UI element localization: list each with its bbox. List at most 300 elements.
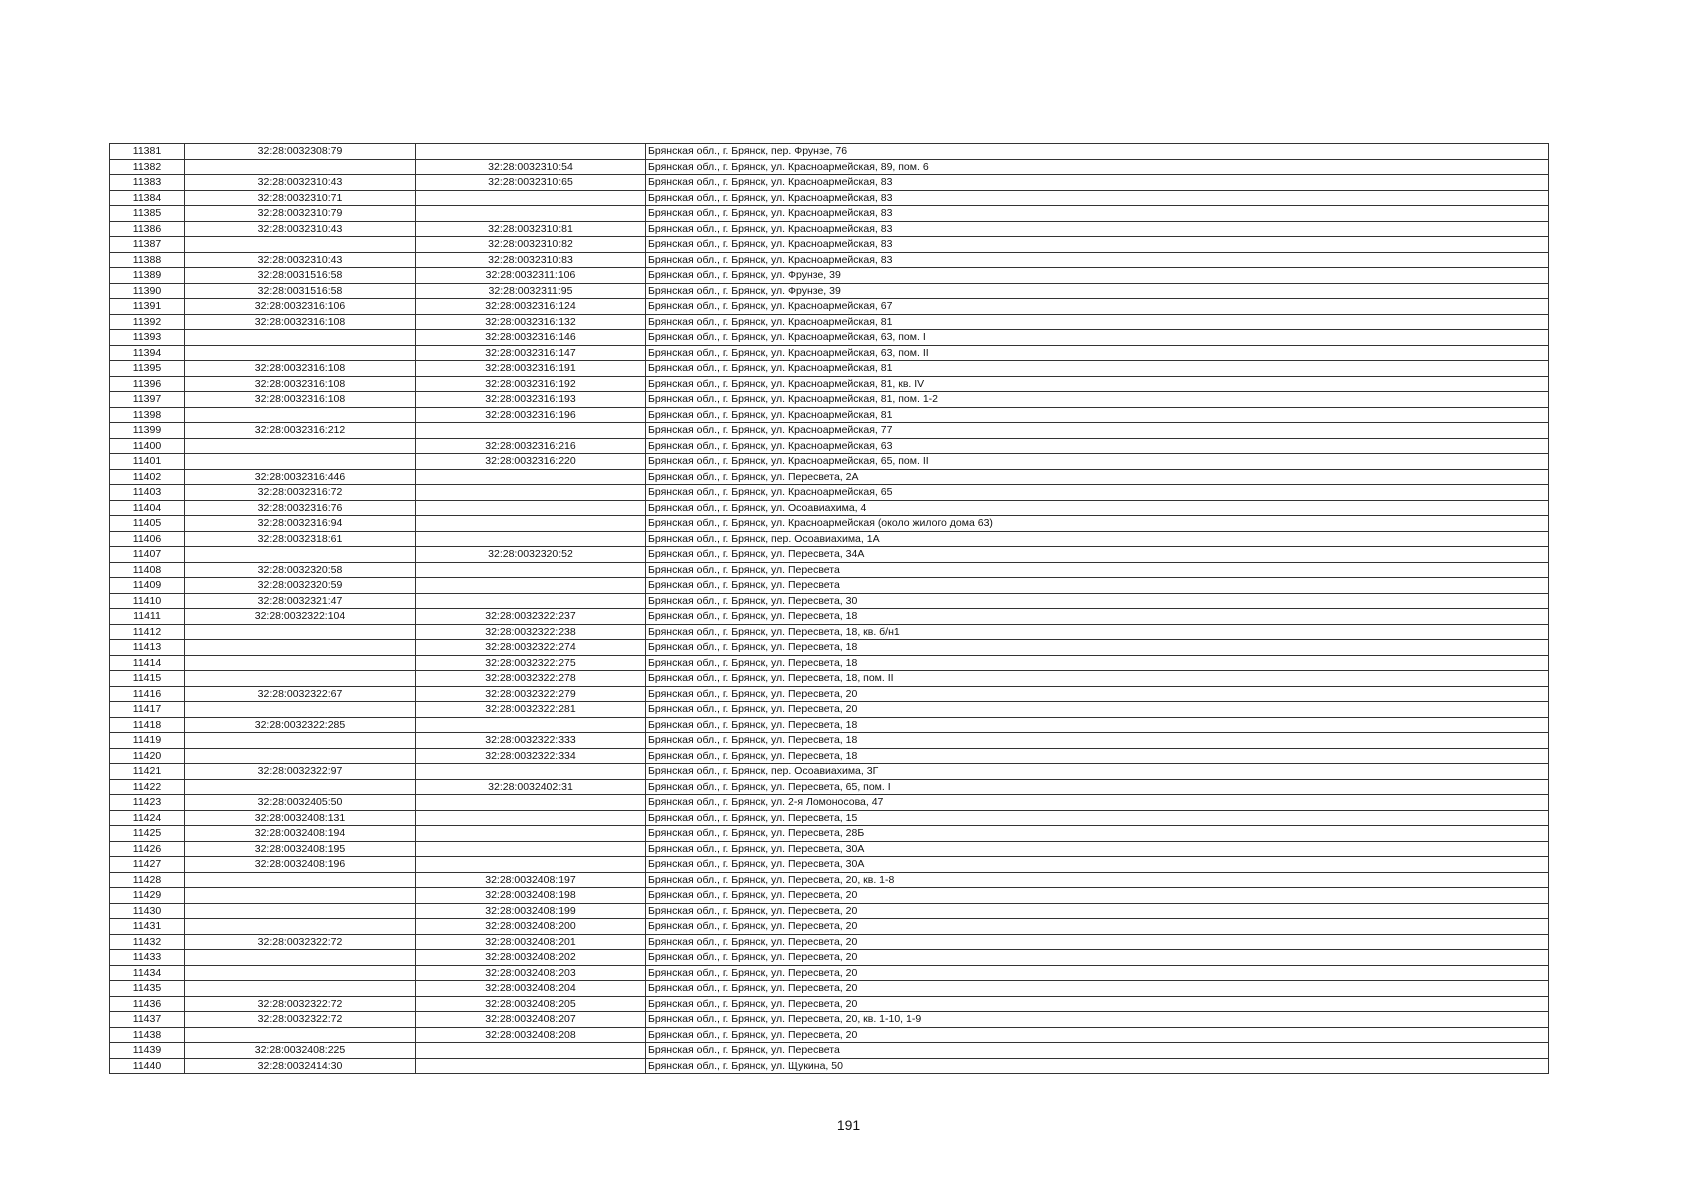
land-cadastral-number-cell: 32:28:0032322:285 <box>185 717 416 733</box>
table-row <box>110 1012 1549 1028</box>
land-cadastral-number-cell <box>185 671 416 687</box>
address-cell: Брянская обл., г. Брянск, ул. Пересвета, 18 <box>646 609 1549 625</box>
address-cell: Брянская обл., г. Брянск, ул. Пересвета, 34А <box>646 547 1549 563</box>
building-cadastral-number-cell: 32:28:0032402:31 <box>416 779 646 795</box>
building-cadastral-number-cell <box>416 841 646 857</box>
land-cadastral-number-cell <box>185 919 416 935</box>
table-row <box>110 702 1549 718</box>
row-number-cell: 11401 <box>110 454 185 470</box>
land-cadastral-number-cell: 32:28:0032310:43 <box>185 221 416 237</box>
land-cadastral-number-cell: 32:28:0032316:108 <box>185 314 416 330</box>
building-cadastral-number-cell <box>416 764 646 780</box>
building-cadastral-number-cell: 32:28:0032408:197 <box>416 872 646 888</box>
table-row <box>110 376 1549 392</box>
land-cadastral-number-cell <box>185 655 416 671</box>
land-cadastral-number-cell: 32:28:0032322:67 <box>185 686 416 702</box>
row-number-cell: 11436 <box>110 996 185 1012</box>
building-cadastral-number-cell: 32:28:0032322:237 <box>416 609 646 625</box>
land-cadastral-number-cell <box>185 950 416 966</box>
row-number-cell: 11394 <box>110 345 185 361</box>
table-row <box>110 283 1549 299</box>
address-cell: Брянская обл., г. Брянск, ул. Пересвета, 18 <box>646 748 1549 764</box>
property-registry-table <box>109 143 1549 1074</box>
land-cadastral-number-cell: 32:28:0032408:131 <box>185 810 416 826</box>
building-cadastral-number-cell: 32:28:0032322:238 <box>416 624 646 640</box>
building-cadastral-number-cell: 32:28:0032316:220 <box>416 454 646 470</box>
table-row <box>110 485 1549 501</box>
building-cadastral-number-cell: 32:28:0032408:205 <box>416 996 646 1012</box>
row-number-cell: 11409 <box>110 578 185 594</box>
table-row <box>110 779 1549 795</box>
address-cell: Брянская обл., г. Брянск, ул. Пересвета, 20 <box>646 965 1549 981</box>
row-number-cell: 11420 <box>110 748 185 764</box>
table-row <box>110 454 1549 470</box>
building-cadastral-number-cell: 32:28:0032316:196 <box>416 407 646 423</box>
row-number-cell: 11416 <box>110 686 185 702</box>
address-cell: Брянская обл., г. Брянск, ул. Пересвета, 28Б <box>646 826 1549 842</box>
building-cadastral-number-cell: 32:28:0032408:207 <box>416 1012 646 1028</box>
address-cell: Брянская обл., г. Брянск, ул. Красноармейская, 83 <box>646 221 1549 237</box>
land-cadastral-number-cell: 32:28:0032318:61 <box>185 531 416 547</box>
table-row <box>110 795 1549 811</box>
building-cadastral-number-cell: 32:28:0032316:216 <box>416 438 646 454</box>
table-row <box>110 206 1549 222</box>
address-cell: Брянская обл., г. Брянск, ул. Пересвета, 20 <box>646 702 1549 718</box>
land-cadastral-number-cell <box>185 624 416 640</box>
table-row <box>110 826 1549 842</box>
address-cell: Брянская обл., г. Брянск, ул. Красноармейская, 63 <box>646 438 1549 454</box>
table-row <box>110 423 1549 439</box>
table-row <box>110 655 1549 671</box>
address-cell: Брянская обл., г. Брянск, ул. Красноармейская, 83 <box>646 175 1549 191</box>
address-cell: Брянская обл., г. Брянск, ул. Красноармейская, 83 <box>646 206 1549 222</box>
building-cadastral-number-cell: 32:28:0032310:54 <box>416 159 646 175</box>
row-number-cell: 11406 <box>110 531 185 547</box>
land-cadastral-number-cell: 32:28:0032408:225 <box>185 1043 416 1059</box>
address-cell: Брянская обл., г. Брянск, ул. Пересвета, 20 <box>646 934 1549 950</box>
table-row <box>110 330 1549 346</box>
building-cadastral-number-cell <box>416 144 646 160</box>
table-row <box>110 671 1549 687</box>
address-cell: Брянская обл., г. Брянск, ул. Пересвета, 30А <box>646 841 1549 857</box>
land-cadastral-number-cell: 32:28:0032316:76 <box>185 500 416 516</box>
building-cadastral-number-cell: 32:28:0032408:201 <box>416 934 646 950</box>
building-cadastral-number-cell: 32:28:0032408:200 <box>416 919 646 935</box>
land-cadastral-number-cell <box>185 748 416 764</box>
table-row <box>110 888 1549 904</box>
building-cadastral-number-cell: 32:28:0032316:192 <box>416 376 646 392</box>
table-row <box>110 640 1549 656</box>
building-cadastral-number-cell: 32:28:0032316:193 <box>416 392 646 408</box>
address-cell: Брянская обл., г. Брянск, ул. 2-я Ломоносова, 47 <box>646 795 1549 811</box>
building-cadastral-number-cell: 32:28:0032322:281 <box>416 702 646 718</box>
row-number-cell: 11426 <box>110 841 185 857</box>
row-number-cell: 11393 <box>110 330 185 346</box>
land-cadastral-number-cell: 32:28:0032316:72 <box>185 485 416 501</box>
building-cadastral-number-cell <box>416 531 646 547</box>
building-cadastral-number-cell <box>416 795 646 811</box>
table-row <box>110 237 1549 253</box>
row-number-cell: 11405 <box>110 516 185 532</box>
address-cell: Брянская обл., г. Брянск, ул. Красноармейская, 63, пом. I <box>646 330 1549 346</box>
row-number-cell: 11433 <box>110 950 185 966</box>
address-cell: Брянская обл., г. Брянск, ул. Пересвета, 65, пом. I <box>646 779 1549 795</box>
table-row <box>110 857 1549 873</box>
row-number-cell: 11427 <box>110 857 185 873</box>
table-row <box>110 159 1549 175</box>
address-cell: Брянская обл., г. Брянск, ул. Красноармейская, 81, пом. 1-2 <box>646 392 1549 408</box>
table-row <box>110 438 1549 454</box>
address-cell: Брянская обл., г. Брянск, ул. Пересвета, 20 <box>646 888 1549 904</box>
building-cadastral-number-cell: 32:28:0032316:132 <box>416 314 646 330</box>
building-cadastral-number-cell <box>416 826 646 842</box>
land-cadastral-number-cell: 32:28:0032316:108 <box>185 361 416 377</box>
address-cell: Брянская обл., г. Брянск, ул. Осоавиахима, 4 <box>646 500 1549 516</box>
page-number: 191 <box>836 1117 861 1133</box>
land-cadastral-number-cell: 32:28:0032316:446 <box>185 469 416 485</box>
table-row <box>110 841 1549 857</box>
row-number-cell: 11421 <box>110 764 185 780</box>
table-row <box>110 748 1549 764</box>
row-number-cell: 11408 <box>110 562 185 578</box>
row-number-cell: 11402 <box>110 469 185 485</box>
row-number-cell: 11410 <box>110 593 185 609</box>
table-row <box>110 314 1549 330</box>
table-row <box>110 717 1549 733</box>
table-row <box>110 252 1549 268</box>
address-cell: Брянская обл., г. Брянск, ул. Пересвета, 20 <box>646 919 1549 935</box>
address-cell: Брянская обл., г. Брянск, ул. Пересвета, 20 <box>646 1027 1549 1043</box>
row-number-cell: 11422 <box>110 779 185 795</box>
address-cell: Брянская обл., г. Брянск, ул. Пересвета, 18, пом. II <box>646 671 1549 687</box>
table-row <box>110 609 1549 625</box>
row-number-cell: 11411 <box>110 609 185 625</box>
building-cadastral-number-cell <box>416 857 646 873</box>
table-row <box>110 221 1549 237</box>
land-cadastral-number-cell: 32:28:0032310:71 <box>185 190 416 206</box>
land-cadastral-number-cell: 32:28:0032316:94 <box>185 516 416 532</box>
land-cadastral-number-cell: 32:28:0032408:195 <box>185 841 416 857</box>
address-cell: Брянская обл., г. Брянск, ул. Пересвета, 20 <box>646 981 1549 997</box>
land-cadastral-number-cell <box>185 438 416 454</box>
building-cadastral-number-cell: 32:28:0032316:124 <box>416 299 646 315</box>
table-row <box>110 733 1549 749</box>
land-cadastral-number-cell <box>185 547 416 563</box>
table-row <box>110 919 1549 935</box>
table-row <box>110 144 1549 160</box>
address-cell: Брянская обл., г. Брянск, ул. Пересвета, 20, кв. 1-10, 1-9 <box>646 1012 1549 1028</box>
building-cadastral-number-cell: 32:28:0032322:274 <box>416 640 646 656</box>
land-cadastral-number-cell <box>185 640 416 656</box>
land-cadastral-number-cell <box>185 888 416 904</box>
table-row <box>110 407 1549 423</box>
land-cadastral-number-cell: 32:28:0032321:47 <box>185 593 416 609</box>
building-cadastral-number-cell: 32:28:0032322:278 <box>416 671 646 687</box>
table-row <box>110 996 1549 1012</box>
row-number-cell: 11383 <box>110 175 185 191</box>
address-cell: Брянская обл., г. Брянск, ул. Красноармейская, 81 <box>646 407 1549 423</box>
row-number-cell: 11381 <box>110 144 185 160</box>
registry-table-body <box>110 144 1549 1074</box>
table-row <box>110 578 1549 594</box>
land-cadastral-number-cell: 32:28:0032308:79 <box>185 144 416 160</box>
land-cadastral-number-cell <box>185 872 416 888</box>
building-cadastral-number-cell: 32:28:0032322:334 <box>416 748 646 764</box>
table-row <box>110 516 1549 532</box>
row-number-cell: 11430 <box>110 903 185 919</box>
row-number-cell: 11398 <box>110 407 185 423</box>
table-row <box>110 531 1549 547</box>
table-row <box>110 175 1549 191</box>
table-row <box>110 299 1549 315</box>
row-number-cell: 11435 <box>110 981 185 997</box>
land-cadastral-number-cell: 32:28:0032322:97 <box>185 764 416 780</box>
address-cell: Брянская обл., г. Брянск, ул. Пересвета, 20 <box>646 903 1549 919</box>
building-cadastral-number-cell: 32:28:0032320:52 <box>416 547 646 563</box>
address-cell: Брянская обл., г. Брянск, ул. Красноармейская, 81 <box>646 361 1549 377</box>
building-cadastral-number-cell: 32:28:0032408:198 <box>416 888 646 904</box>
building-cadastral-number-cell <box>416 578 646 594</box>
address-cell: Брянская обл., г. Брянск, ул. Пересвета, 18, кв. б/н1 <box>646 624 1549 640</box>
row-number-cell: 11389 <box>110 268 185 284</box>
address-cell: Брянская обл., г. Брянск, ул. Пересвета, 20 <box>646 950 1549 966</box>
land-cadastral-number-cell: 32:28:0032320:58 <box>185 562 416 578</box>
address-cell: Брянская обл., г. Брянск, ул. Красноармейская, 65 <box>646 485 1549 501</box>
land-cadastral-number-cell <box>185 981 416 997</box>
row-number-cell: 11382 <box>110 159 185 175</box>
row-number-cell: 11387 <box>110 237 185 253</box>
table-row <box>110 1027 1549 1043</box>
building-cadastral-number-cell <box>416 485 646 501</box>
row-number-cell: 11399 <box>110 423 185 439</box>
table-row <box>110 624 1549 640</box>
land-cadastral-number-cell <box>185 779 416 795</box>
row-number-cell: 11439 <box>110 1043 185 1059</box>
table-row <box>110 547 1549 563</box>
land-cadastral-number-cell <box>185 1027 416 1043</box>
address-cell: Брянская обл., г. Брянск, ул. Пересвета, 18 <box>646 655 1549 671</box>
building-cadastral-number-cell: 32:28:0032408:203 <box>416 965 646 981</box>
table-row <box>110 1043 1549 1059</box>
row-number-cell: 11413 <box>110 640 185 656</box>
row-number-cell: 11386 <box>110 221 185 237</box>
land-cadastral-number-cell: 32:28:0032322:72 <box>185 1012 416 1028</box>
address-cell: Брянская обл., г. Брянск, ул. Пересвета, 2А <box>646 469 1549 485</box>
address-cell: Брянская обл., г. Брянск, ул. Пересвета <box>646 578 1549 594</box>
address-cell: Брянская обл., г. Брянск, ул. Красноармейская, 81 <box>646 314 1549 330</box>
building-cadastral-number-cell <box>416 190 646 206</box>
row-number-cell: 11437 <box>110 1012 185 1028</box>
land-cadastral-number-cell <box>185 345 416 361</box>
address-cell: Брянская обл., г. Брянск, ул. Пересвета, 20 <box>646 686 1549 702</box>
building-cadastral-number-cell <box>416 1043 646 1059</box>
table-row <box>110 764 1549 780</box>
building-cadastral-number-cell: 32:28:0032316:191 <box>416 361 646 377</box>
building-cadastral-number-cell <box>416 469 646 485</box>
building-cadastral-number-cell <box>416 593 646 609</box>
row-number-cell: 11418 <box>110 717 185 733</box>
land-cadastral-number-cell: 32:28:0032322:72 <box>185 934 416 950</box>
building-cadastral-number-cell: 32:28:0032408:202 <box>416 950 646 966</box>
building-cadastral-number-cell <box>416 516 646 532</box>
address-cell: Брянская обл., г. Брянск, ул. Фрунзе, 39 <box>646 268 1549 284</box>
land-cadastral-number-cell <box>185 237 416 253</box>
address-cell: Брянская обл., г. Брянск, ул. Пересвета <box>646 1043 1549 1059</box>
table-row <box>110 872 1549 888</box>
address-cell: Брянская обл., г. Брянск, ул. Пересвета, 20 <box>646 996 1549 1012</box>
address-cell: Брянская обл., г. Брянск, ул. Пересвета, 20, кв. 1-8 <box>646 872 1549 888</box>
address-cell: Брянская обл., г. Брянск, ул. Красноармейская, 81, кв. IV <box>646 376 1549 392</box>
land-cadastral-number-cell: 32:28:0032322:72 <box>185 996 416 1012</box>
address-cell: Брянская обл., г. Брянск, ул. Пересвета, 18 <box>646 640 1549 656</box>
building-cadastral-number-cell: 32:28:0032408:204 <box>416 981 646 997</box>
land-cadastral-number-cell <box>185 965 416 981</box>
building-cadastral-number-cell: 32:28:0032408:208 <box>416 1027 646 1043</box>
table-row <box>110 593 1549 609</box>
table-row <box>110 981 1549 997</box>
building-cadastral-number-cell: 32:28:0032311:106 <box>416 268 646 284</box>
address-cell: Брянская обл., г. Брянск, ул. Пересвета, 30А <box>646 857 1549 873</box>
address-cell: Брянская обл., г. Брянск, ул. Пересвета, 30 <box>646 593 1549 609</box>
land-cadastral-number-cell: 32:28:0032310:79 <box>185 206 416 222</box>
table-row <box>110 268 1549 284</box>
land-cadastral-number-cell: 32:28:0032316:108 <box>185 392 416 408</box>
row-number-cell: 11391 <box>110 299 185 315</box>
address-cell: Брянская обл., г. Брянск, ул. Пересвета, 18 <box>646 717 1549 733</box>
row-number-cell: 11384 <box>110 190 185 206</box>
building-cadastral-number-cell <box>416 810 646 826</box>
address-cell: Брянская обл., г. Брянск, ул. Пересвета, 15 <box>646 810 1549 826</box>
row-number-cell: 11388 <box>110 252 185 268</box>
row-number-cell: 11432 <box>110 934 185 950</box>
land-cadastral-number-cell: 32:28:0032310:43 <box>185 252 416 268</box>
table-row <box>110 345 1549 361</box>
address-cell: Брянская обл., г. Брянск, ул. Щукина, 50 <box>646 1058 1549 1074</box>
row-number-cell: 11385 <box>110 206 185 222</box>
row-number-cell: 11424 <box>110 810 185 826</box>
building-cadastral-number-cell: 32:28:0032316:147 <box>416 345 646 361</box>
building-cadastral-number-cell: 32:28:0032316:146 <box>416 330 646 346</box>
table-row <box>110 469 1549 485</box>
row-number-cell: 11423 <box>110 795 185 811</box>
address-cell: Брянская обл., г. Брянск, ул. Красноармейская, 63, пом. II <box>646 345 1549 361</box>
land-cadastral-number-cell <box>185 702 416 718</box>
land-cadastral-number-cell: 32:28:0031516:58 <box>185 268 416 284</box>
building-cadastral-number-cell <box>416 562 646 578</box>
table-row <box>110 361 1549 377</box>
table-row <box>110 562 1549 578</box>
land-cadastral-number-cell: 32:28:0032320:59 <box>185 578 416 594</box>
row-number-cell: 11415 <box>110 671 185 687</box>
row-number-cell: 11440 <box>110 1058 185 1074</box>
land-cadastral-number-cell: 32:28:0032316:212 <box>185 423 416 439</box>
row-number-cell: 11397 <box>110 392 185 408</box>
address-cell: Брянская обл., г. Брянск, ул. Красноармейская, 89, пом. 6 <box>646 159 1549 175</box>
address-cell: Брянская обл., г. Брянск, ул. Красноармейская, 83 <box>646 237 1549 253</box>
row-number-cell: 11438 <box>110 1027 185 1043</box>
land-cadastral-number-cell <box>185 407 416 423</box>
building-cadastral-number-cell: 32:28:0032322:333 <box>416 733 646 749</box>
address-cell: Брянская обл., г. Брянск, ул. Красноармейская, 83 <box>646 190 1549 206</box>
row-number-cell: 11428 <box>110 872 185 888</box>
address-cell: Брянская обл., г. Брянск, ул. Пересвета <box>646 562 1549 578</box>
land-cadastral-number-cell: 32:28:0032322:104 <box>185 609 416 625</box>
building-cadastral-number-cell <box>416 206 646 222</box>
building-cadastral-number-cell <box>416 717 646 733</box>
building-cadastral-number-cell: 32:28:0032322:279 <box>416 686 646 702</box>
land-cadastral-number-cell <box>185 159 416 175</box>
row-number-cell: 11392 <box>110 314 185 330</box>
building-cadastral-number-cell: 32:28:0032310:83 <box>416 252 646 268</box>
row-number-cell: 11419 <box>110 733 185 749</box>
building-cadastral-number-cell <box>416 1058 646 1074</box>
address-cell: Брянская обл., г. Брянск, ул. Красноармейская, 83 <box>646 252 1549 268</box>
table-row <box>110 686 1549 702</box>
table-row <box>110 392 1549 408</box>
row-number-cell: 11390 <box>110 283 185 299</box>
row-number-cell: 11403 <box>110 485 185 501</box>
row-number-cell: 11396 <box>110 376 185 392</box>
land-cadastral-number-cell: 32:28:0032405:50 <box>185 795 416 811</box>
address-cell: Брянская обл., г. Брянск, ул. Красноармейская, 65, пом. II <box>646 454 1549 470</box>
address-cell: Брянская обл., г. Брянск, пер. Осоавиахима, 3Г <box>646 764 1549 780</box>
building-cadastral-number-cell: 32:28:0032310:65 <box>416 175 646 191</box>
row-number-cell: 11431 <box>110 919 185 935</box>
land-cadastral-number-cell: 32:28:0032414:30 <box>185 1058 416 1074</box>
row-number-cell: 11414 <box>110 655 185 671</box>
address-cell: Брянская обл., г. Брянск, ул. Фрунзе, 39 <box>646 283 1549 299</box>
land-cadastral-number-cell: 32:28:0032316:106 <box>185 299 416 315</box>
table-row <box>110 950 1549 966</box>
table-row <box>110 190 1549 206</box>
row-number-cell: 11434 <box>110 965 185 981</box>
table-row <box>110 810 1549 826</box>
address-cell: Брянская обл., г. Брянск, ул. Красноармейская, 67 <box>646 299 1549 315</box>
address-cell: Брянская обл., г. Брянск, пер. Осоавиахима, 1А <box>646 531 1549 547</box>
address-cell: Брянская обл., г. Брянск, ул. Красноармейская (около жилого дома 63) <box>646 516 1549 532</box>
address-cell: Брянская обл., г. Брянск, ул. Пересвета, 18 <box>646 733 1549 749</box>
row-number-cell: 11404 <box>110 500 185 516</box>
row-number-cell: 11407 <box>110 547 185 563</box>
building-cadastral-number-cell: 32:28:0032310:82 <box>416 237 646 253</box>
row-number-cell: 11395 <box>110 361 185 377</box>
land-cadastral-number-cell: 32:28:0032310:43 <box>185 175 416 191</box>
row-number-cell: 11425 <box>110 826 185 842</box>
land-cadastral-number-cell <box>185 454 416 470</box>
land-cadastral-number-cell: 32:28:0032316:108 <box>185 376 416 392</box>
table-row <box>110 934 1549 950</box>
land-cadastral-number-cell <box>185 903 416 919</box>
land-cadastral-number-cell: 32:28:0031516:58 <box>185 283 416 299</box>
row-number-cell: 11429 <box>110 888 185 904</box>
address-cell: Брянская обл., г. Брянск, пер. Фрунзе, 76 <box>646 144 1549 160</box>
land-cadastral-number-cell <box>185 733 416 749</box>
building-cadastral-number-cell <box>416 500 646 516</box>
row-number-cell: 11412 <box>110 624 185 640</box>
land-cadastral-number-cell <box>185 330 416 346</box>
building-cadastral-number-cell: 32:28:0032311:95 <box>416 283 646 299</box>
row-number-cell: 11400 <box>110 438 185 454</box>
building-cadastral-number-cell <box>416 423 646 439</box>
table-row <box>110 1058 1549 1074</box>
building-cadastral-number-cell: 32:28:0032322:275 <box>416 655 646 671</box>
table-row <box>110 500 1549 516</box>
table-row <box>110 965 1549 981</box>
land-cadastral-number-cell: 32:28:0032408:196 <box>185 857 416 873</box>
row-number-cell: 11417 <box>110 702 185 718</box>
table-row <box>110 903 1549 919</box>
address-cell: Брянская обл., г. Брянск, ул. Красноармейская, 77 <box>646 423 1549 439</box>
